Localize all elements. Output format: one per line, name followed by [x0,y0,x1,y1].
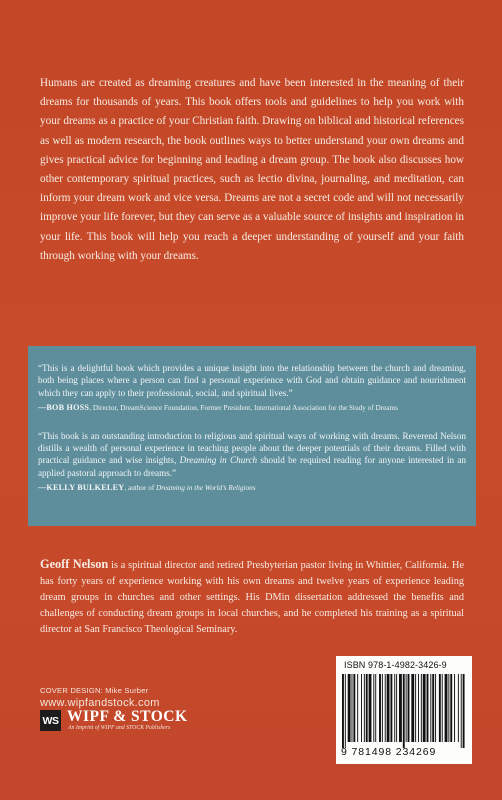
endorser-name: KELLY BULKELEY [46,483,125,493]
author-name: Geoff Nelson [40,557,109,571]
book-title: Dreaming in Church [179,455,258,466]
isbn-barcode-box [336,656,472,764]
attribution-dash: — [38,483,47,493]
author-bio-text: is a spiritual director and retired Presbyterian pastor living in Whittier, California. He has forty years of experience working with his own dreams and twelve years of experience leading dream groups in churches and other settings. His DMin dissertation addressed the benefits and challenges of conducting dream groups in local churches, and he completed his training as a spiritual director at San Francisco Theological Seminary. [40,560,464,635]
endorsement-quote-1: “This is a delightful book which provides a unique insight into the relationship between the church and dreaming, both being places where a person can find a personal experience with God and obtain guidance and nourishment which they can apply to their professional, social, and spiritual lives.” [38,363,466,398]
endorsement-quote-2 [38,430,466,479]
endorsement-attribution-1 [38,400,466,416]
author-bio [40,557,464,638]
isbn-label: ISBN 978-1-4982-3426-9 [344,660,447,670]
barcode-icon [340,674,468,748]
endorsement-attribution-2 [38,480,466,496]
cited-book-title: Dreaming in the World’s Religions [156,484,256,493]
endorser-affiliation: , Director, DreamScience Foundation, Former President, International Association for the Study of Dreams [89,403,398,412]
quote-text: “This book is an outstanding introduction to religious and spiritual ways of working with dreams. Reverend Nelson distills a wealth of personal experience in teaching people about the deeper potentials of their dreams. Filled with practical guidance and wise insights, [38,430,466,466]
barcode-digits: 9 781498 234269 [341,746,437,758]
publisher-website: www.wipfandstock.com [40,697,160,709]
cover-design-credit: COVER DESIGN: Mike Surber [40,686,149,695]
back-cover-blurb: Humans are created as dreaming creatures and have been interested in the meaning of their dreams for thousands of years. This book offers tools and guidelines to help you work with your dreams as a practice of your Christian faith. Drawing on biblical and historical references as well as modern research, the book outlines ways to better understand your own dreams and gives practical advice for beginning and leading a dream group. The book also discusses how other contemporary spiritual practices, such as lectio divina, journaling, and meditation, can inform your dream work and vice versa. Dreams are not a secret code and will not necessarily improve your life forever, but they can serve as a valuable source of insights and inspiration in your life. This book will help you reach a deeper understanding of yourself and your faith through working with your dreams. [40,77,464,262]
endorser-name: BOB HOSS [46,402,90,412]
attribution-dash: — [38,402,47,412]
publisher-imprint [40,709,230,731]
endorsements-box [28,346,476,526]
publisher-tagline: An Imprint of WIPF and STOCK Publishers [68,725,171,731]
endorser-affiliation: , author of [124,484,157,493]
publisher-logo-icon: WS [40,710,61,731]
quote-text: should be required reading for anyone interested in an applied pastoral approach to dreams.” [38,455,466,478]
publisher-name: WIPF & STOCK [67,708,188,725]
